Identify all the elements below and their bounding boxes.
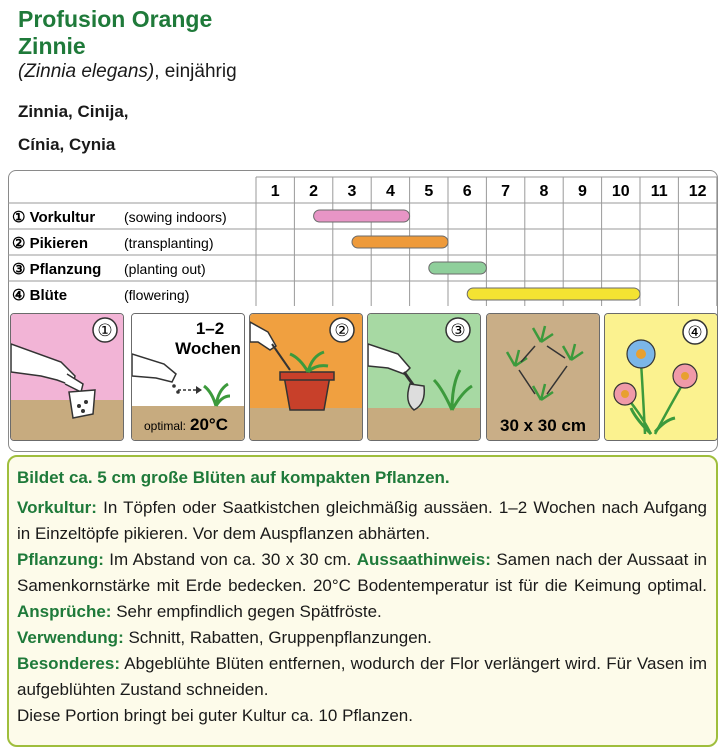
text-ansprueche: Sehr empfindlich gegen Spätfröste. [111,602,382,621]
temp-label: optimal: [144,419,187,433]
month-label: 11 [650,183,668,200]
calendar-row-translation: (flowering) [124,287,190,303]
month-label: 12 [688,183,707,200]
text-aussaat: Samen nach der Aussaat in Samenkornstärke mit Erde bedecken. 20°C Bodentemperatur ist für die Keimung optimal. [17,550,707,595]
calendar-row-label: ③ Pflanzung [12,261,102,278]
text-verwendung: Schnitt, Rabatten, Gruppenpflanzungen. [123,628,432,647]
germination-duration: 1–2 [195,319,225,338]
calendar-row-translation: (planting out) [124,261,206,277]
product-common-name: Zinnie [18,33,86,59]
text-vorkultur: In Töpfen oder Saatkistchen gleichmäßig aussäen. 1–2 Wochen nach Aufgang in Einzeltöpfe pikieren. Vor dem Auspflanzen abhärten. [17,498,707,543]
product-title: Profusion Orange [18,6,213,32]
soil [250,408,362,440]
month-label: 1 [270,183,280,200]
label-aussaat: Aussaathinweis: [356,550,491,569]
lifecycle: , einjährig [154,61,237,82]
germination-unit: Wochen [175,339,241,358]
calendar-bar [429,262,487,274]
para-vorkultur [17,495,707,547]
label-ansprueche: Ansprüche: [17,602,112,621]
calendar-row-translation: (transplanting) [124,235,214,251]
calendar-bar [467,288,640,300]
month-label: 2 [309,183,319,200]
para-verwendung [17,625,707,651]
info-headline: Bildet ca. 5 cm große Blüten auf kompakten Pflanzen. [17,468,450,487]
month-label: 7 [501,183,511,200]
alt-names-line1: Zinnia, Cinija, [18,102,129,121]
month-label: 4 [385,183,395,200]
scientific-line [18,60,698,84]
calendar-bar [352,236,448,248]
step-panel-planting-out [367,313,481,441]
para-besonderes [17,651,707,703]
temp-value: 20°C [190,415,228,434]
month-label: 3 [347,183,357,200]
spacing-value: 30 x 30 cm [499,416,587,435]
soil [11,400,123,440]
label-besonderes: Besonderes: [17,654,120,673]
calendar-row-label: ① Vorkultur [12,209,96,226]
step-number: ③ [450,321,466,340]
calendar-row-label: ④ Blüte [12,287,68,304]
alt-names-line2: Cínia, Cynia [18,135,116,154]
calendar-bar [314,210,410,222]
label-pflanzung: Pflanzung: [17,550,104,569]
step-number: ② [334,321,350,340]
step-number: ④ [687,323,703,342]
step-panel-spacing [486,313,600,441]
scientific-name: (Zinnia elegans) [18,61,155,82]
label-verwendung: Verwendung: [17,628,124,647]
info-text [17,465,707,729]
month-label: 9 [577,183,587,200]
label-vorkultur: Vorkultur: [17,498,97,517]
soil [368,408,480,440]
calendar-row-translation: (sowing indoors) [124,209,227,225]
text-besonderes: Abgeblühte Blüten entfernen, wodurch der Flor verlängert wird. Für Vasen im aufgeblühten Zustand schneiden. [17,654,707,699]
month-label: 8 [539,183,549,200]
calendar-row-label: ② Pikieren [12,235,88,252]
step-number: ① [97,321,113,340]
month-label: 5 [424,183,434,200]
step-panel-germination [131,313,245,441]
product-header [18,6,698,84]
month-label: 6 [462,183,472,200]
text-pflanzung: Im Abstand von ca. 30 x 30 cm. [103,550,357,569]
step-panel-sowing [10,313,124,441]
sowing-calendar [8,176,718,306]
para-pflanzung [17,547,707,625]
para-portion: Diese Portion bringt bei guter Kultur ca. 10 Pflanzen. [17,706,413,725]
step-panel-transplanting [249,313,363,441]
month-label: 10 [611,183,630,200]
step-panel-flowering [604,313,718,441]
